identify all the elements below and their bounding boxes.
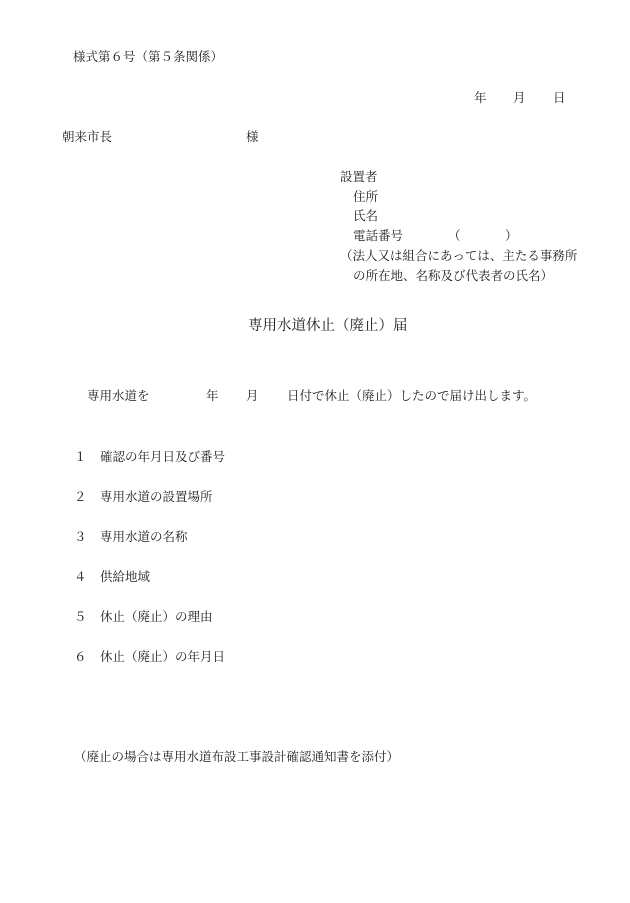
item-label: 確認の年月日及び番号 (100, 449, 226, 464)
statement-suffix: 日付で休止（廃止）したので届け出します。 (287, 388, 537, 403)
date-month-label: 月 (513, 90, 526, 105)
item-label: 供給地域 (100, 569, 151, 584)
phone-paren-open: （ (448, 228, 461, 243)
applicant-note-line1: （法人又は組合にあっては、主たる事務所 (340, 248, 578, 263)
phone-label: 電話番号 (353, 228, 404, 243)
addressee-honorific: 様 (246, 129, 259, 144)
statement-prefix: 専用水道を (87, 388, 150, 403)
date-year-label: 年 (474, 90, 487, 105)
applicant-heading: 設置者 (340, 169, 378, 184)
address-label: 住所 (353, 189, 379, 204)
applicant-note-line2: の所在地、名称及び代表者の氏名） (353, 268, 554, 283)
date-day-label: 日 (553, 90, 566, 105)
item-number: １ (74, 449, 87, 464)
footnote: （廃止の場合は専用水道布設工事設計確認通知書を添付） (74, 749, 400, 764)
item-label: 専用水道の名称 (100, 529, 188, 544)
document-title: 専用水道休止（廃止）届 (248, 318, 408, 334)
statement-year: 年 (206, 388, 219, 403)
item-number: ２ (74, 489, 87, 504)
statement-month: 月 (246, 388, 259, 403)
item-number: ３ (74, 529, 87, 544)
item-label: 専用水道の設置場所 (100, 489, 213, 504)
item-label: 休止（廃止）の年月日 (100, 649, 226, 664)
item-number: ６ (74, 649, 87, 664)
item-number: ４ (74, 569, 87, 584)
addressee-name: 朝来市長 (62, 129, 113, 144)
item-label: 休止（廃止）の理由 (100, 609, 213, 624)
phone-paren-close: ） (505, 228, 518, 243)
form-number: 様式第６号（第５条関係） (73, 49, 224, 64)
name-label: 氏名 (353, 208, 379, 223)
item-number: ５ (74, 609, 87, 624)
